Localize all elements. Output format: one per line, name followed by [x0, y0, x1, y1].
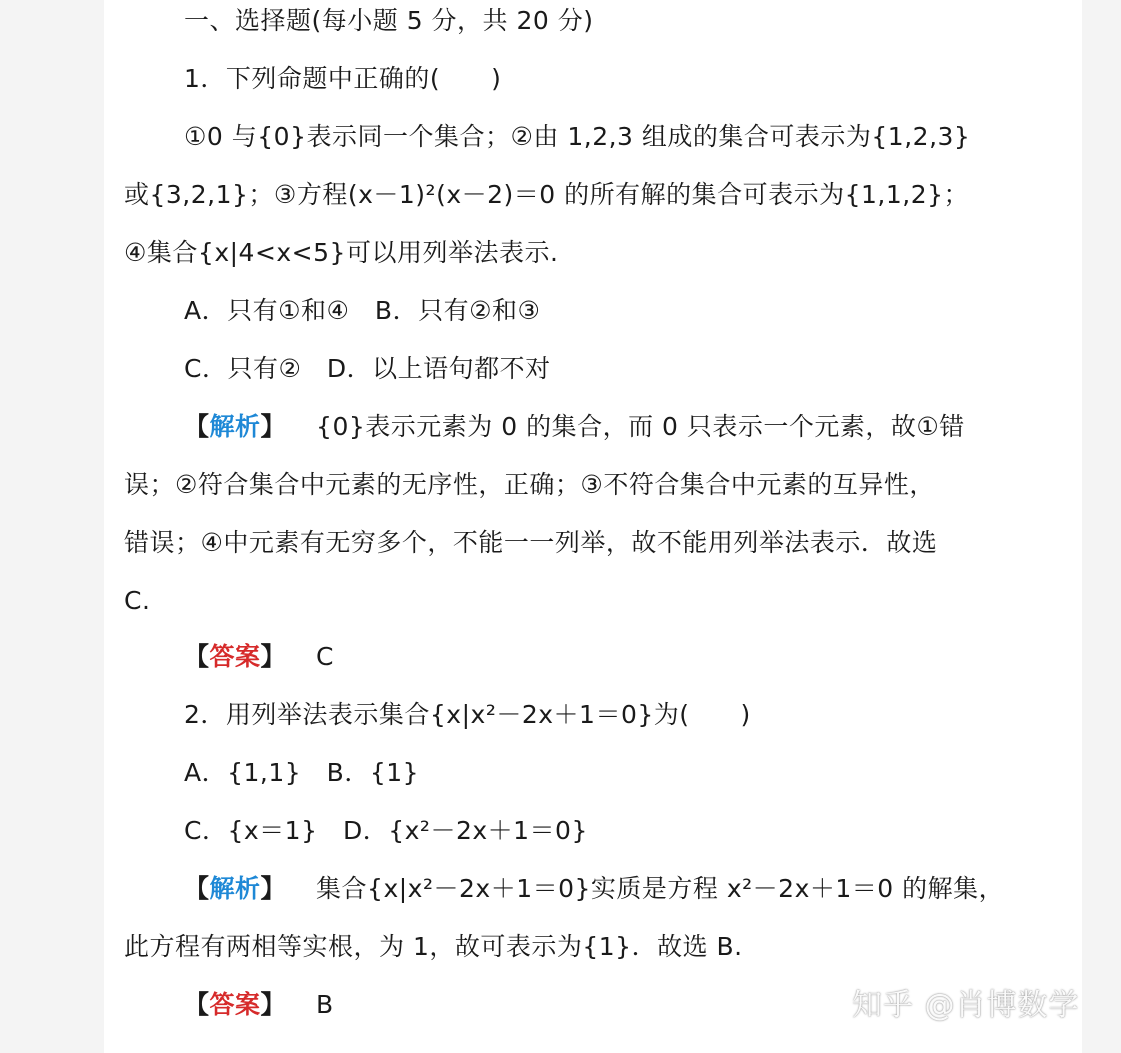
- question-1-stem: 1．下列命题中正确的( ): [184, 64, 502, 93]
- bracket-open: 【: [184, 412, 210, 441]
- bracket-close: 】: [260, 990, 287, 1019]
- bracket-close: 】: [260, 874, 287, 903]
- question-1-body-line-2: 或{3,2,1}；③方程(x－1)²(x－2)＝0 的所有解的集合可表示为{1,1,2}；: [124, 180, 970, 209]
- answer-tag: 答案: [209, 642, 261, 671]
- analysis-tag: 解析: [209, 412, 261, 441]
- question-1-options-line-2: C．只有② D．以上语句都不对: [184, 354, 551, 383]
- question-2-stem: 2．用列举法表示集合{x|x²－2x＋1＝0}为( ): [184, 700, 751, 729]
- question-2-answer: [184, 988, 334, 1022]
- answer-tag: 答案: [209, 990, 261, 1019]
- question-2-options-line-2: C．{x＝1} D．{x²－2x＋1＝0}: [184, 816, 588, 845]
- zhihu-watermark: 知乎 @肖博数学: [852, 988, 1080, 1023]
- question-1-analysis-line-2: 误；②符合集合中元素的无序性，正确；③不符合集合中元素的互异性，: [124, 470, 935, 499]
- bracket-open: 【: [184, 874, 210, 903]
- question-1-options-line-1: A．只有①和④ B．只有②和③: [184, 296, 541, 325]
- question-1-analysis-line-3: 错误；④中元素有无穷多个，不能一一列举，故不能用列举法表示．故选: [124, 528, 938, 557]
- answer-value: C: [316, 642, 335, 671]
- analysis-text: {0}表示元素为 0 的集合，而 0 只表示一个元素，故①错: [316, 412, 965, 441]
- question-2-analysis-line-2: 此方程有两相等实根，为 1，故可表示为{1}．故选 B.: [124, 932, 743, 961]
- question-2-options-line-1: A．{1,1} B．{1}: [184, 758, 420, 787]
- question-2-analysis-line-1: [184, 872, 1004, 906]
- left-margin: [0, 0, 104, 1053]
- bracket-close: 】: [260, 642, 287, 671]
- bracket-close: 】: [260, 412, 287, 441]
- answer-value: B: [316, 990, 334, 1019]
- question-1-body-line-1: ①0 与{0}表示同一个集合；②由 1,2,3 组成的集合可表示为{1,2,3}: [184, 122, 971, 151]
- question-1-analysis-line-1: [184, 410, 965, 444]
- bracket-open: 【: [184, 642, 210, 671]
- bracket-open: 【: [184, 990, 210, 1019]
- analysis-tag: 解析: [209, 874, 261, 903]
- right-margin: [1082, 0, 1121, 1053]
- question-1-analysis-line-4: C.: [124, 586, 151, 615]
- question-1-body-line-3: ④集合{x|4<x<5}可以用列举法表示.: [124, 238, 559, 267]
- question-1-answer: [184, 640, 334, 674]
- analysis-text: 集合{x|x²－2x＋1＝0}实质是方程 x²－2x＋1＝0 的解集，: [316, 874, 1005, 903]
- section-title: 一、选择题(每小题 5 分，共 20 分): [184, 6, 594, 35]
